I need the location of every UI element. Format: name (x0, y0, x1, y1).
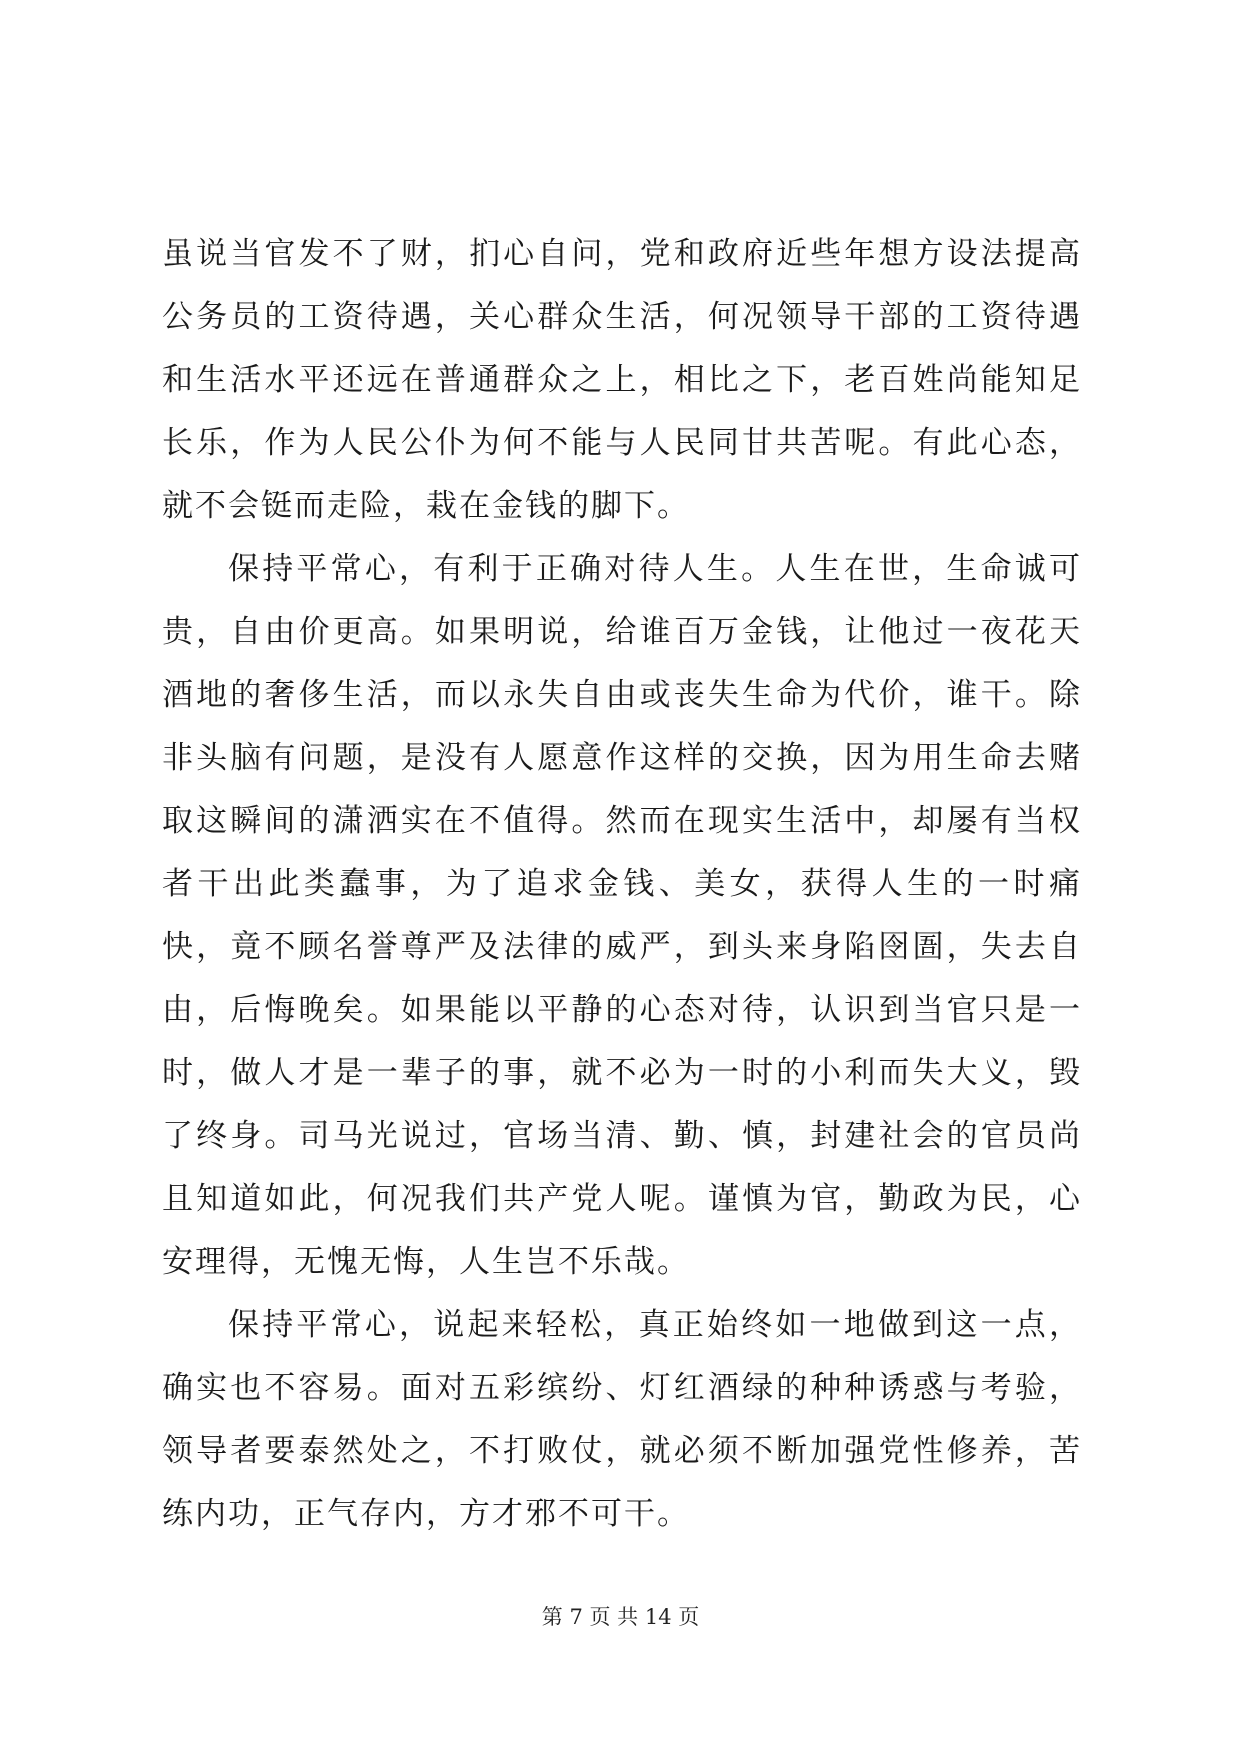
page-footer: 第 7 页 共 14 页 (541, 1605, 700, 1629)
paragraph-3: 保持平常心，说起来轻松，真正始终如一地做到这一点，确实也不容易。面对五彩缤纷、灯红酒绿的种种诱惑与考验，领导者要泰然处之，不打败仗，就必须不断加强党性修养，苦练内功，正气存内，方才邪不可干。 (162, 1307, 1082, 1532)
document-body (162, 223, 1082, 1546)
paragraph-1: 虽说当官发不了财，扪心自问，党和政府近些年想方设法提高公务员的工资待遇，关心群众生活，何况领导干部的工资待遇和生活水平还远在普通群众之上，相比之下，老百姓尚能知足长乐，作为人民公仆为何不能与人民同甘共苦呢。有此心态，就不会铤而走险，栽在金钱的脚下。 (162, 236, 1082, 524)
paragraph-2: 保持平常心，有利于正确对待人生。人生在世，生命诚可贵，自由价更高。如果明说，给谁百万金钱，让他过一夜花天酒地的奢侈生活，而以永失自由或丧失生命为代价，谁干。除非头脑有问题，是没有人愿意作这样的交换，因为用生命去赌取这瞬间的潇洒实在不值得。然而在现实生活中，却屡有当权者干出此类蠢事，为了追求金钱、美女，获得人生的一时痛快，竟不顾名誉尊严及法律的威严，到头来身陷囹圄，失去自由，后悔晚矣。如果能以平静的心态对待，认识到当官只是一时，做人才是一辈子的事，就不必为一时的小利而失大义，毁了终身。司马光说过，官场当清、勤、慎，封建社会的官员尚且知道如此，何况我们共产党人呢。谨慎为官，勤政为民，心安理得，无愧无悔，人生岂不乐哉。 (162, 551, 1082, 1280)
